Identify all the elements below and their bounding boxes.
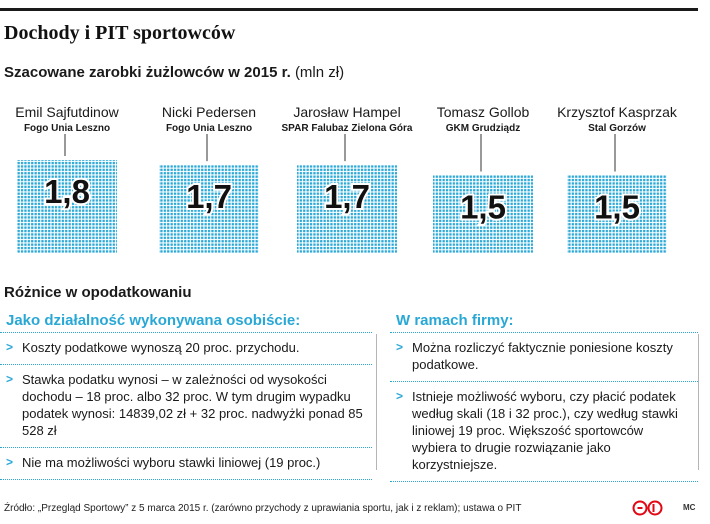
list-item-text: Można rozliczyć faktycznie poniesione koszty podatkowe. [412,340,673,372]
column-divider [376,334,377,470]
author-credit: MC [683,503,696,512]
source-note: Źródło: „Przegląd Sportowy” z 5 marca 2015 r. (zarówno przychody z uprawiania sportu, jak i z reklam); ustawa o PIT [4,503,522,514]
category-label: Krzysztof Kasprzak [557,104,677,120]
list-item [0,333,372,365]
chart-subtitle-text: Szacowane zarobki żużlowców w 2015 r. [4,64,291,81]
arrow-bullet-icon: > [396,389,404,403]
left-point-list [0,333,372,480]
chart-subtitle-unit: (mln zł) [294,64,345,81]
category-label: Jarosław Hampel [293,104,401,120]
list-item [390,382,698,482]
left-column [0,304,372,480]
chart-subtitle [4,64,344,81]
category-label: Emil Sajfutdinow [15,104,119,120]
list-item [390,333,698,382]
data-label: 1,5 [594,188,640,226]
right-column [390,304,698,482]
list-item [0,448,372,480]
team-label: GKM Grudziądz [445,123,521,134]
top-rule [0,8,698,11]
data-label: 1,7 [324,178,370,216]
arrow-bullet-icon: > [6,340,14,354]
column-divider [698,334,699,470]
publisher-logo-icon [632,500,664,516]
section-heading: Różnice w opodatkowaniu [4,284,192,301]
team-label: Fogo Unia Leszno [165,123,253,134]
data-label: 1,8 [44,173,90,210]
list-item-text: Stawka podatku wynosi – w zależności od wysokości dochodu – 18 proc. albo 32 proc. W tym drugim wypadku podatek wynosi: 14839,02 zł + 32 proc. nadwyżki ponad 85 528 zł [22,372,363,438]
team-label: SPAR Falubaz Zielona Góra [281,123,413,134]
arrow-bullet-icon: > [6,372,14,386]
earnings-bar-chart [0,90,710,270]
arrow-bullet-icon: > [6,455,14,469]
team-label: Stal Gorzów [588,123,646,134]
category-label: Tomasz Gollob [436,104,530,120]
data-label: 1,5 [460,188,506,226]
arrow-bullet-icon: > [396,340,404,354]
right-column-heading: W ramach firmy: [390,304,698,333]
list-item-text: Istnieje możliwość wyboru, czy płacić podatek według skali (18 i 32 proc.), czy według stawki liniowej 19 proc. Większość sportowców wybiera to drugie rozwiązanie jako korzystniejsze. [412,389,678,472]
page-title: Dochody i PIT sportowców [4,22,236,44]
left-column-heading: Jako działalność wykonywana osobiście: [0,304,372,333]
category-label: Nicki Pedersen [161,104,257,120]
list-item-text: Koszty podatkowe wynoszą 20 proc. przychodu. [22,340,300,355]
list-item-text: Nie ma możliwości wyboru stawki liniowej (19 proc.) [22,455,321,470]
list-item [0,365,372,448]
team-label: Fogo Unia Leszno [23,123,111,134]
data-label: 1,7 [186,178,232,216]
right-point-list [390,333,698,482]
